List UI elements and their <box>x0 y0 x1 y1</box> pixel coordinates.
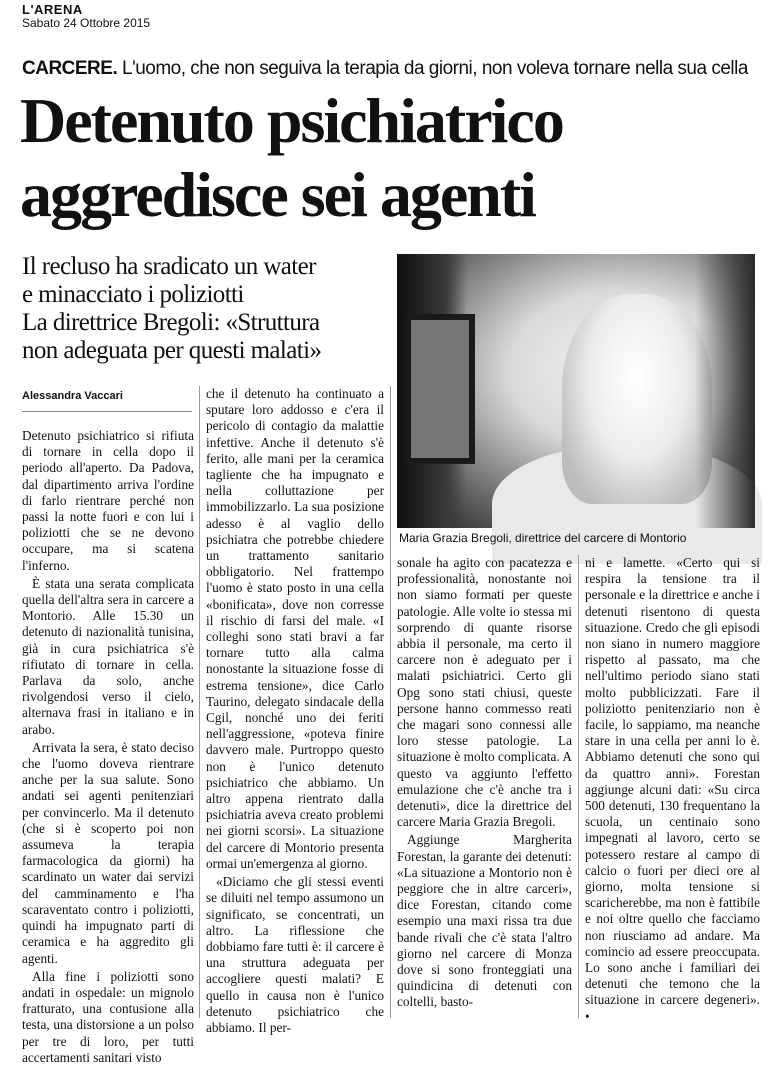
subheadline-line-2: e minacciato i poliziotti <box>22 281 244 308</box>
paragraph: Alla fine i poliziotti sono andati in ospedale: un mignolo fratturato, una contusione alla testa, una distorsione a un polso per tre di loro, per tutti accertamenti sanitari visto <box>22 968 194 1065</box>
subheadline <box>22 253 392 365</box>
byline: Alessandra Vaccari <box>22 390 123 402</box>
article-column-3 <box>397 555 572 1011</box>
paragraph: Arrivata la sera, è stato deciso che l'uomo doveva rientrare anche per la sua salute. Sono andati sei agenti penitenziari per convincerlo. Ma il detenuto (che si è scoperto poi non assumeva la terapia farmacologica da giorni) ha scardinato un water dai servizi del camminamento e l'ha scaraventato contro i poliziotti, quindi ha impugnato parti di ceramica e ha aggredito gli agenti. <box>22 739 194 966</box>
kicker-label: CARCERE. <box>22 58 118 79</box>
paragraph: che il detenuto ha continuato a sputare loro addosso e c'era il pericolo di contagio da malattie infettive. Anche il detenuto s'è ferito, alle mani per la ceramica tagliente che ha impugnato e nella colluttazione per immobilizzarlo. La sua posizione adesso è al vaglio dello psichiatra che potrebbe chiedere un trattamento sanitario obbligatorio. Nel frattempo l'uomo è stato posto in una cella «bonificata», dove non corresse il rischio di farsi del male. «I colleghi sono stati bravi a far tornare tutto alla calma nonostante la situazione fosse di estrema tensione», dice Carlo Taurino, delegato sindacale della Cgil, nonché uno dei feriti nell'aggressione, «poteva finire davvero male. Purtroppo questo non è l'unico detenuto psichiatrico che abbiamo. Un altro appena rientrato dalla psichiatria aveva creato problemi nei giorni scorsi». La situazione del carcere di Montorio presenta ormai un'emergenza al giorno. <box>206 386 384 871</box>
column-divider <box>390 386 391 1018</box>
subheadline-line-4: non adeguata per questi malati» <box>22 337 322 364</box>
portrait-photo <box>397 254 755 528</box>
newspaper-name: L'ARENA <box>22 2 83 17</box>
column-divider <box>578 555 579 1018</box>
paragraph: Detenuto psichiatrico si rifiuta di tornare in cella dopo il periodo all'aperto. Da Padova, dal dipartimento arriva l'ordine di farlo rientrare perché non passi la notte fuori e con lui i poliziotti che se ne devono occupare, ma si scatena l'inferno. <box>22 428 194 573</box>
paragraph: È stata una serata complicata quella dell'altra sera in carcere a Montorio. Alle 15.30 un detenuto di nazionalità tunisina, già in cura psichiatrica s'è rifiutato di tornare in cella. Parlava da solo, anche rivolgendosi verso il cielo, alternava frasi in italiano e in arabo. <box>22 575 194 737</box>
paragraph: Aggiunge Margherita Forestan, la garante dei detenuti: «La situazione a Montorio non è peggiore che in altre carceri», dice Forestan, citando come esempio una maxi rissa tra due bande rivali che c'è stata l'altro giorno nel carcere di Monza dove si sono fronteggiati una quindicina di detenuti con coltelli, basto- <box>397 832 572 1010</box>
paragraph: «Diciamo che gli stessi eventi se diluiti nel tempo assumono un significato, se concentrati, un altro. La riflessione che dobbiamo fare tutti è: il carcere è una struttura adeguata per accogliere questi malati? E quello in causa non è l'unico detenuto psichiatrico che abbiamo. Il per- <box>206 874 384 1035</box>
photo-caption: Maria Grazia Bregoli, direttrice del carcere di Montorio <box>399 531 687 545</box>
headline <box>20 84 760 232</box>
photo-background-frame <box>405 314 475 464</box>
headline-line-2: aggredisce sei agenti <box>20 159 535 230</box>
article-column-1 <box>22 428 194 1066</box>
article-column-4 <box>585 555 760 1025</box>
kicker <box>22 58 748 80</box>
byline-divider <box>22 411 192 412</box>
article-column-2 <box>206 386 384 1036</box>
subheadline-line-3: La direttrice Bregoli: «Struttura <box>22 309 320 336</box>
subheadline-line-1: Il recluso ha sradicato un water <box>22 253 316 280</box>
paragraph: sonale ha agito con pacatezza e professionalità, nonostante noi non siamo formati per queste patologie. Alle volte io stessa mi sorprendo di quante risorse abbia il personale, ma certo il carcere non è adeguato per i malati psichiatrici. Certo gli Opg sono stati chiusi, queste persone hanno commesso reati che magari sono connessi alle loro stesse patologie. La situazione è molto complicata. A questo va aggiunto l'effetto emulazione che c'è anche tra i detenuti», dice la direttrice del carcere Maria Grazia Bregoli. <box>397 555 572 830</box>
masthead <box>22 3 150 29</box>
kicker-text: L'uomo, che non seguiva la terapia da giorni, non voleva tornare nella sua cella <box>122 58 748 79</box>
column-divider <box>199 386 200 1018</box>
photo-subject-face <box>562 294 712 504</box>
paragraph: ni e lamette. «Certo qui si respira la tensione tra il personale e la direttrice e anche i detenuti risentono di questa situazione. Credo che gli episodi non siano in numero maggiore rispetto al passato, ma che nell'ultimo periodo siano stati molto pubblicizzati. Fare il poliziotto penitenziario non è facile, lo sappiamo, ma neanche stare in una cella per anni lo è. Abbiamo detenuti che sono qui da quattro anni». Forestan aggiunge alcuni dati: «Su circa 500 detenuti, 130 frequentano la scuola, un centinaio sono impegnati al lavoro, certo se potessero restare al campo di calcio o fuori per dieci ore al giorno, molta tensione si scaricherebbe, ma non è fattibile e noi oltre quello che facciamo non riusciamo ad andare. Ma comincio ad essere preoccupata. Lo sono anche i familiari dei detenuti che temono che la situazione in carcere degeneri». • <box>585 555 760 1024</box>
headline-line-1: Detenuto psichiatrico <box>20 85 563 156</box>
publication-date: Sabato 24 Ottobre 2015 <box>22 16 151 30</box>
photo-background-right <box>695 254 755 528</box>
